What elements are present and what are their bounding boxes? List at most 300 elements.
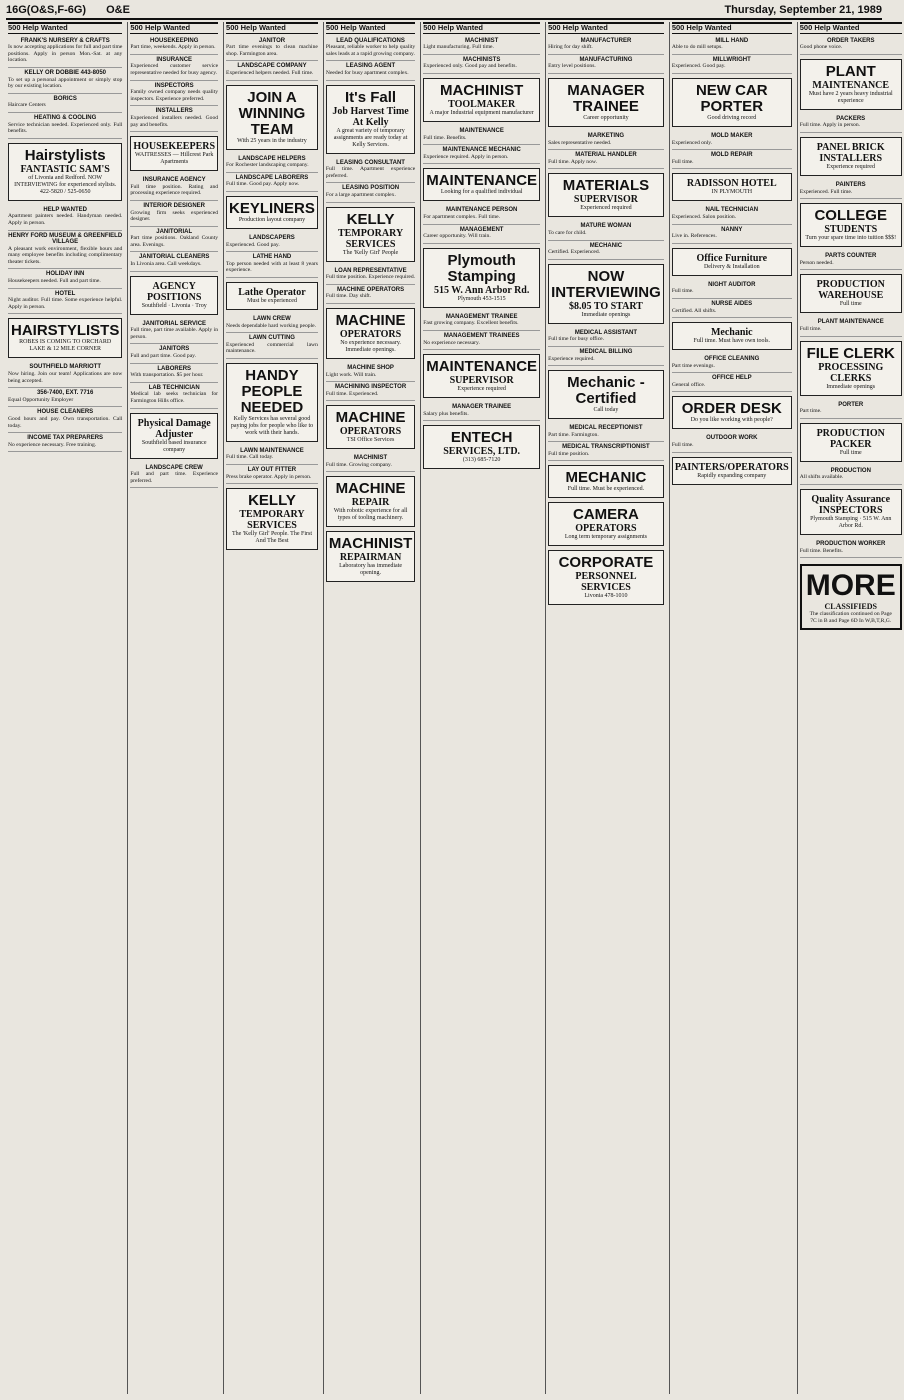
display-ad	[672, 248, 792, 276]
display-ad-text: Good driving record	[707, 114, 757, 121]
ad-title: LAB TECHNICIAN	[148, 384, 200, 391]
ad-title: MILL HAND	[715, 37, 749, 44]
ad-title: MEDICAL RECEPTIONIST	[569, 425, 643, 432]
classified-ad	[226, 173, 318, 192]
display-ad-headline: ENTECH	[450, 429, 513, 447]
display-ad-text: Plymouth Stamping · 515 W. Ann Arbor Rd.	[810, 515, 892, 529]
display-ad	[800, 274, 902, 313]
display-ad-subhead: 515 W. Ann Arbor Rd.	[433, 284, 530, 296]
display-ad-headline: It's Fall	[345, 88, 397, 106]
display-ad-text: Turn your spare time into tuition $$$!	[805, 235, 897, 242]
display-ad-headline: MACHINE	[335, 409, 406, 427]
classified-ad	[672, 131, 792, 150]
classified-ad	[672, 373, 792, 392]
classified-ad	[672, 280, 792, 299]
classified-column	[797, 22, 904, 1394]
display-ad	[423, 248, 540, 308]
ad-body: Now hiring. Join our team! Applications are now being accepted.	[8, 371, 123, 384]
display-ad	[226, 282, 318, 310]
display-ad-text: Call today	[593, 407, 619, 414]
display-ad	[130, 136, 218, 171]
display-ad	[423, 425, 540, 469]
display-ad-text: Experience required	[826, 163, 875, 170]
ad-title: MAINTENANCE PERSON	[445, 207, 518, 214]
ad-body: Experience required. Apply in person.	[423, 153, 509, 160]
ad-title: PAINTERS	[835, 181, 866, 188]
ad-body: Sales representative needed.	[548, 139, 612, 146]
ad-body: With transportation. $5 per hour.	[130, 372, 204, 379]
display-ad-text: Immediate openings	[581, 311, 631, 318]
display-ad-text: Immediate openings	[826, 383, 876, 390]
display-ad	[326, 476, 415, 527]
classified-column	[545, 22, 666, 1394]
display-ad-headline: MATERIALS	[562, 177, 650, 195]
ad-body: Family owned company needs quality inspectors. Experience preferred.	[130, 89, 219, 102]
display-ad	[800, 59, 902, 110]
classified-ad	[672, 299, 792, 318]
column-heading: 500 Help Wanted	[226, 22, 318, 34]
display-ad-subhead: SUPERVISOR	[449, 375, 514, 387]
display-ad-headline: KEYLINERS	[229, 199, 315, 217]
classified-columns	[6, 22, 897, 1394]
classified-ad	[8, 205, 122, 231]
ad-title: OFFICE CLEANING	[704, 356, 760, 363]
ad-body: For Rochester landscaping company.	[226, 162, 309, 169]
display-ad	[672, 396, 792, 429]
ad-body: Full time. Growing company.	[325, 461, 392, 468]
classified-ad	[548, 131, 664, 150]
ad-title: LEASING AGENT	[346, 63, 396, 70]
classified-column	[323, 22, 417, 1394]
ad-title: MACHINE SHOP	[347, 364, 394, 371]
ad-body: Pleasant, reliable worker to help quality sales leads at a rapid growing company.	[325, 44, 416, 57]
classified-column	[127, 22, 220, 1394]
display-ad-subhead: Mechanic	[710, 327, 753, 339]
classified-ad	[130, 252, 218, 271]
display-ad-subhead: PAINTERS/OPERATORS	[674, 461, 789, 473]
ad-title: HEATING & COOLING	[34, 114, 97, 121]
classified-ad	[8, 231, 122, 270]
ad-body: Full time.	[671, 442, 694, 449]
display-ad	[326, 531, 415, 582]
display-ad-text: Do you like working with people?	[690, 417, 773, 424]
display-ad-headline: KELLY	[346, 210, 395, 228]
display-ad-headline: CORPORATE	[558, 554, 654, 572]
ad-title: INSTALLERS	[155, 108, 193, 115]
display-ad-text: The 'Kelly Girl' People	[342, 249, 399, 256]
display-ad	[548, 465, 664, 498]
display-ad-text: Plymouth 453-1515	[457, 295, 506, 302]
ad-title: LEAD QUALIFICATIONS	[336, 37, 405, 44]
display-ad-text: Career opportunity	[583, 114, 629, 121]
ad-body: Full time. Benefits.	[423, 134, 467, 141]
ad-body: Live in. References.	[671, 233, 717, 240]
ad-title: MILLWRIGHT	[712, 56, 751, 63]
classified-ad	[8, 68, 122, 94]
classified-ad	[326, 266, 415, 285]
ad-body: Able to do mill setups.	[671, 44, 723, 51]
classified-ad	[548, 36, 664, 55]
display-ad-text: The 'Kelly Girl' People. The First And The Best	[231, 531, 312, 545]
ad-body: Full time for busy office.	[548, 336, 605, 343]
display-ad-headline: Plymouth Stamping	[447, 251, 516, 285]
display-ad	[226, 85, 318, 150]
display-ad-headline: Mechanic - Certified	[567, 374, 645, 408]
display-ad	[326, 405, 415, 449]
display-ad	[8, 143, 122, 201]
ad-title: MANAGEMENT	[459, 226, 504, 233]
ad-title: MACHINIST	[464, 37, 499, 44]
ad-body: Experienced helpers needed. Full time.	[226, 69, 314, 76]
classified-ad	[800, 251, 902, 270]
classified-ad	[130, 175, 218, 201]
display-ad-text: Production layout company	[238, 216, 306, 223]
masthead	[6, 4, 882, 20]
display-ad-subhead: MAINTENANCE	[812, 79, 890, 91]
display-ad-subhead: REPAIR	[351, 497, 390, 509]
ad-title: LAY OUT FITTER	[247, 467, 297, 474]
more-line1: CLASSIFIEDS	[824, 602, 877, 612]
classified-ad	[548, 221, 664, 240]
display-ad	[326, 85, 415, 154]
ad-title: LEASING CONSULTANT	[336, 159, 405, 166]
ad-body: Top person needed with at least 8 years experience.	[226, 260, 318, 274]
classified-ad	[8, 94, 122, 113]
ad-body: No experience necessary.	[423, 339, 480, 346]
display-ad-text: Experienced required	[580, 205, 632, 212]
display-ad-text: Looking for a qualified individual	[440, 189, 523, 196]
ad-body: General office.	[671, 381, 706, 388]
display-ad	[548, 550, 664, 605]
display-ad	[226, 488, 318, 550]
ad-body: For a large apartment complex.	[325, 191, 396, 198]
display-ad	[326, 308, 415, 359]
ad-body: Full time. Apply now.	[548, 158, 597, 165]
ad-title: MATURE WOMAN	[580, 223, 632, 230]
ad-body: Equal Opportunity Employer	[8, 396, 74, 403]
display-ad	[130, 276, 218, 315]
ad-title: LANDSCAPE HELPERS	[238, 155, 306, 162]
display-ad-subhead: PRODUCTION WAREHOUSE	[816, 279, 885, 302]
classified-ad	[8, 362, 122, 388]
ad-body: Full time.	[799, 325, 822, 332]
classified-column	[6, 22, 124, 1394]
ad-title: MATERIAL HANDLER	[575, 152, 637, 159]
classified-ad	[800, 400, 902, 419]
display-ad-subhead: Job Harvest Time At Kelly	[332, 105, 409, 128]
more-classifieds-box	[800, 564, 902, 630]
ad-body: Needs dependable hard working people.	[226, 322, 316, 329]
ad-body: Hiring for day shift.	[548, 44, 593, 51]
display-ad-headline: MAINTENANCE	[426, 358, 538, 376]
classified-ad	[8, 113, 122, 139]
ad-body: Part time positions. Oakland County area. Evenings.	[130, 235, 219, 248]
ad-title: LOAN REPRESENTATIVE	[334, 267, 407, 274]
display-ad-text: No experience necessary. Immediate openings.	[340, 339, 401, 353]
ad-body: Full and part time. Good pay.	[130, 353, 197, 360]
ad-title: MOLD REPAIR	[710, 152, 753, 159]
ad-body: Entry level positions.	[548, 63, 596, 70]
ad-body: Good phone voice.	[799, 44, 843, 51]
display-ad-text: TSI Office Services	[346, 437, 395, 444]
classified-ad	[130, 383, 218, 409]
section-name: O&E	[106, 4, 130, 16]
classified-ad	[423, 312, 540, 331]
classified-ad	[130, 344, 218, 363]
display-ad-text: Long term temporary assignments	[564, 534, 648, 541]
classified-ad	[226, 154, 318, 173]
display-ad-subhead: OPERATORS	[339, 328, 402, 340]
column-heading: 500 Help Wanted	[326, 22, 415, 34]
display-ad	[800, 341, 902, 396]
display-ad-subhead: OPERATORS	[339, 426, 402, 438]
ad-title: LAWN CUTTING	[248, 335, 295, 342]
classified-ad	[326, 363, 415, 382]
display-ad-text: With robotic experience for all types of tooling machinery.	[333, 508, 408, 522]
ad-title: NIGHT AUDITOR	[708, 281, 756, 288]
ad-title: HELP WANTED	[43, 206, 87, 213]
ad-title: BORICS	[53, 95, 77, 102]
ad-title: LANDSCAPE COMPANY	[237, 63, 307, 70]
ad-title: MANUFACTURER	[580, 37, 632, 44]
display-ad-subhead: SERVICES, LTD.	[443, 446, 521, 458]
ad-title: MEDICAL ASSISTANT	[574, 329, 638, 336]
classified-ad	[672, 225, 792, 244]
ad-body: Night auditor. Full time. Some experience helpful. Apply in person.	[8, 297, 123, 310]
ad-title: LANDSCAPE CREW	[145, 464, 203, 471]
display-ad-subhead: TOOLMAKER	[448, 98, 516, 110]
column-heading: 500 Help Wanted	[130, 22, 218, 34]
display-ad	[423, 168, 540, 201]
ad-body: Full time.	[671, 158, 694, 165]
display-ad-headline: MAINTENANCE	[426, 172, 538, 190]
ad-title: LATHE HAND	[252, 254, 292, 261]
ad-body: Full time. Experienced.	[325, 390, 379, 397]
display-ad	[548, 264, 664, 324]
column-heading: 500 Help Wanted	[672, 22, 792, 34]
ad-title: JANITORIAL SERVICE	[142, 320, 207, 327]
ad-body: Full time. Day shift.	[325, 293, 372, 300]
display-ad-subhead: SUPERVISOR	[573, 194, 638, 206]
display-ad-headline: PLANT	[825, 62, 876, 80]
classified-ad	[130, 201, 218, 227]
ad-body: Person needed.	[799, 259, 834, 266]
display-ad-text: of Livonia and Redford. NOW INTERVIEWING for experienced stylists. 422-5820 / 525-0650	[14, 174, 117, 195]
classified-ad	[423, 331, 540, 350]
ad-body: Growing firm seeks experienced designer.	[130, 209, 219, 223]
classified-ad	[326, 453, 415, 472]
ad-body: Part time evenings.	[671, 362, 715, 369]
ad-body: Medical lab seeks technician for Farmington Hills office.	[130, 391, 219, 404]
ad-title: INTERIOR DESIGNER	[143, 202, 206, 209]
ad-title: SOUTHFIELD MARRIOTT	[29, 364, 101, 371]
display-ad-text: (313) 685-7120	[462, 457, 501, 464]
ad-body: Light manufacturing. Full time.	[423, 44, 494, 51]
ad-title: JANITORIAL CLEANERS	[138, 254, 210, 261]
display-ad	[800, 423, 902, 462]
ad-body: Experienced. Good pay.	[671, 63, 726, 70]
ad-body: Experienced only.	[671, 139, 713, 146]
display-ad	[130, 413, 218, 459]
display-ad-text: Southfield · Livonia · Troy	[141, 302, 207, 309]
classified-ad	[130, 36, 218, 55]
classified-ad	[130, 81, 218, 107]
classified-ad	[226, 333, 318, 359]
ad-title: MEDICAL TRANSCRIPTIONIST	[562, 444, 650, 451]
ad-body: Light work. Will train.	[325, 371, 377, 378]
ad-title: MAINTENANCE	[459, 127, 504, 134]
display-ad-headline: MANAGER TRAINEE	[567, 81, 645, 115]
ad-body: Experienced commercial lawn maintenance.	[226, 341, 318, 355]
classified-ad	[130, 106, 218, 132]
classified-ad	[130, 319, 218, 345]
ad-title: INSURANCE	[156, 56, 193, 63]
display-ad-subhead: Office Furniture	[696, 252, 768, 264]
classified-ad	[423, 225, 540, 244]
display-ad-text: Full time	[839, 449, 862, 456]
classified-ad	[423, 36, 540, 55]
display-ad-subhead: Quality Assurance INSPECTORS	[811, 493, 891, 516]
classified-ad	[130, 227, 218, 253]
classified-ad	[326, 183, 415, 202]
display-ad	[672, 457, 792, 485]
ad-body: Fast growing company. Excellent benefits.	[423, 320, 519, 327]
column-heading: 500 Help Wanted	[548, 22, 664, 34]
classified-ad	[672, 150, 792, 169]
display-ad	[226, 363, 318, 442]
ad-title: JANITORIAL	[156, 228, 193, 235]
display-ad-headline: Hairstylists	[24, 146, 106, 164]
classified-ad	[800, 180, 902, 199]
display-ad-text: Full time. Must have own tools.	[693, 338, 771, 345]
ad-title: 356-7400, EXT. 7716	[36, 390, 94, 397]
display-ad-headline: FILE CLERK	[806, 344, 895, 362]
display-ad-text: Full time. Must be experienced.	[567, 486, 645, 493]
ad-body: To set up a personal appointment or simply stop by our existing location.	[8, 76, 123, 90]
display-ad-text: Experience required	[457, 386, 506, 393]
ad-body: Housekeepers needed. Full and part time.	[8, 278, 101, 285]
display-ad-subhead: TEMPORARY SERVICES	[239, 509, 305, 532]
classified-ad	[548, 55, 664, 74]
display-ad-text: Must have 2 years heavy industrial experience	[808, 90, 893, 104]
ad-body: Full time, part time available. Apply in person.	[130, 327, 219, 340]
ad-body: Part time. Farmington.	[548, 431, 599, 438]
ad-body: Needed for busy apartment complex.	[325, 69, 409, 76]
display-ad-text: Must be experienced	[246, 297, 297, 304]
display-ad-text: Livonia 478-1010	[584, 593, 628, 600]
ad-body: Certified. All shifts.	[671, 307, 717, 314]
classified-ad	[8, 388, 122, 407]
ad-title: MANAGEMENT TRAINEES	[443, 332, 520, 339]
classified-ad	[226, 36, 318, 62]
ad-title: PACKERS	[836, 115, 866, 122]
display-ad	[800, 137, 902, 176]
classified-ad	[548, 347, 664, 366]
ad-title: JANITORS	[159, 346, 190, 353]
display-ad-subhead: STUDENTS	[824, 224, 878, 236]
classified-ad	[8, 289, 122, 315]
display-ad-headline: MACHINIST	[439, 81, 524, 99]
ad-title: LAWN MAINTENANCE	[240, 447, 304, 454]
ad-body: All shifts available.	[799, 474, 844, 481]
ad-title: OFFICE HELP	[711, 375, 752, 382]
display-ad-text: A great variety of temporary assignments are ready today at Kelly Services.	[333, 127, 408, 148]
ad-title: JANITOR	[258, 37, 286, 44]
ad-body: Experienced customer service representative needed for busy agency.	[130, 63, 219, 76]
display-ad-text: Delivery & Installation	[703, 263, 760, 270]
display-ad-headline: NEW CAR PORTER	[695, 81, 768, 115]
ad-body: Full time. Good pay. Apply now.	[226, 181, 300, 188]
ad-title: MANAGEMENT TRAINEE	[445, 313, 518, 320]
ad-title: LANDSCAPERS	[249, 234, 295, 241]
display-ad-text: WAITRESSES — Hillcrest Park Apartments	[134, 152, 214, 166]
ad-body: Apartment painters needed. Handyman needed. Apply in person.	[8, 213, 123, 226]
ad-title: KELLY OR DOBBIE 443-8050	[24, 69, 107, 76]
ad-body: Full time. Benefits.	[799, 547, 843, 554]
ad-body: Experienced installers needed. Good pay and benefits.	[130, 114, 219, 128]
ad-body: Good hours and pay. Own transportation. Call today.	[8, 416, 123, 429]
display-ad-text: Southfield based insurance company	[141, 439, 207, 453]
display-ad-subhead: Physical Damage Adjuster	[137, 417, 211, 440]
classified-ad	[423, 402, 540, 421]
ad-body: A pleasant work environment, flexible hours and many employee benefits including complimentary theater tickets.	[8, 245, 123, 265]
ad-body: Full time.	[671, 288, 694, 295]
ad-body: Experienced. Good pay.	[226, 241, 280, 248]
display-ad-text: IN PLYMOUTH	[711, 189, 753, 196]
display-ad-text: Kelly Services has several good paying jobs for people who like to work with their hands.	[230, 415, 314, 436]
ad-body: Full time position. Experience required.	[325, 274, 416, 281]
classified-ad	[548, 328, 664, 347]
display-ad	[423, 354, 540, 398]
ad-title: MACHINING INSPECTOR	[334, 384, 407, 391]
issue-date: Thursday, September 21, 1989	[724, 4, 882, 16]
display-ad-subhead: AGENCY POSITIONS	[146, 280, 202, 303]
ad-body: Full time. Apply in person.	[799, 122, 861, 129]
ad-title: HENRY FORD MUSEUM & GREENFIELD VILLAGE	[8, 232, 123, 246]
display-ad-text: ROBES IS COMING TO ORCHARD LAKE & 12 MILE CORNER	[19, 339, 112, 353]
display-ad	[548, 502, 664, 546]
classified-ad	[423, 55, 540, 74]
display-ad-headline: JOIN A WINNING TEAM	[238, 88, 306, 138]
display-ad	[800, 203, 902, 247]
display-ad-headline: MACHINE	[335, 311, 406, 329]
ad-title: LEASING POSITION	[342, 185, 400, 192]
classified-ad	[800, 36, 902, 55]
display-ad-headline: ORDER DESK	[681, 400, 782, 418]
display-ad-text: Rapidly expanding company	[697, 472, 767, 479]
classified-column	[669, 22, 794, 1394]
ad-body: Part time.	[799, 408, 822, 415]
classified-column	[420, 22, 542, 1394]
ad-title: MANUFACTURING	[579, 56, 633, 63]
display-ad-headline: MECHANIC	[565, 469, 647, 487]
display-ad-text: Full time	[839, 301, 862, 308]
ad-title: PARTS COUNTER	[825, 253, 877, 260]
display-ad-subhead: PERSONNEL SERVICES	[575, 571, 637, 594]
ad-body: Service technician needed. Experienced only. Full benefits.	[8, 121, 123, 135]
ad-title: MAINTENANCE MECHANIC	[442, 147, 521, 154]
classified-ad	[672, 205, 792, 224]
column-heading: 500 Help Wanted	[8, 22, 122, 34]
ad-body: Experienced only. Good pay and benefits.	[423, 63, 517, 70]
ad-title: MARKETING	[587, 132, 625, 139]
display-ad	[548, 78, 664, 127]
display-ad-headline: COLLEGE	[814, 207, 887, 225]
display-ad	[672, 78, 792, 127]
ad-title: NURSE AIDES	[711, 300, 753, 307]
classified-ad	[326, 382, 415, 401]
display-ad-headline: MACHINIST	[328, 535, 413, 553]
